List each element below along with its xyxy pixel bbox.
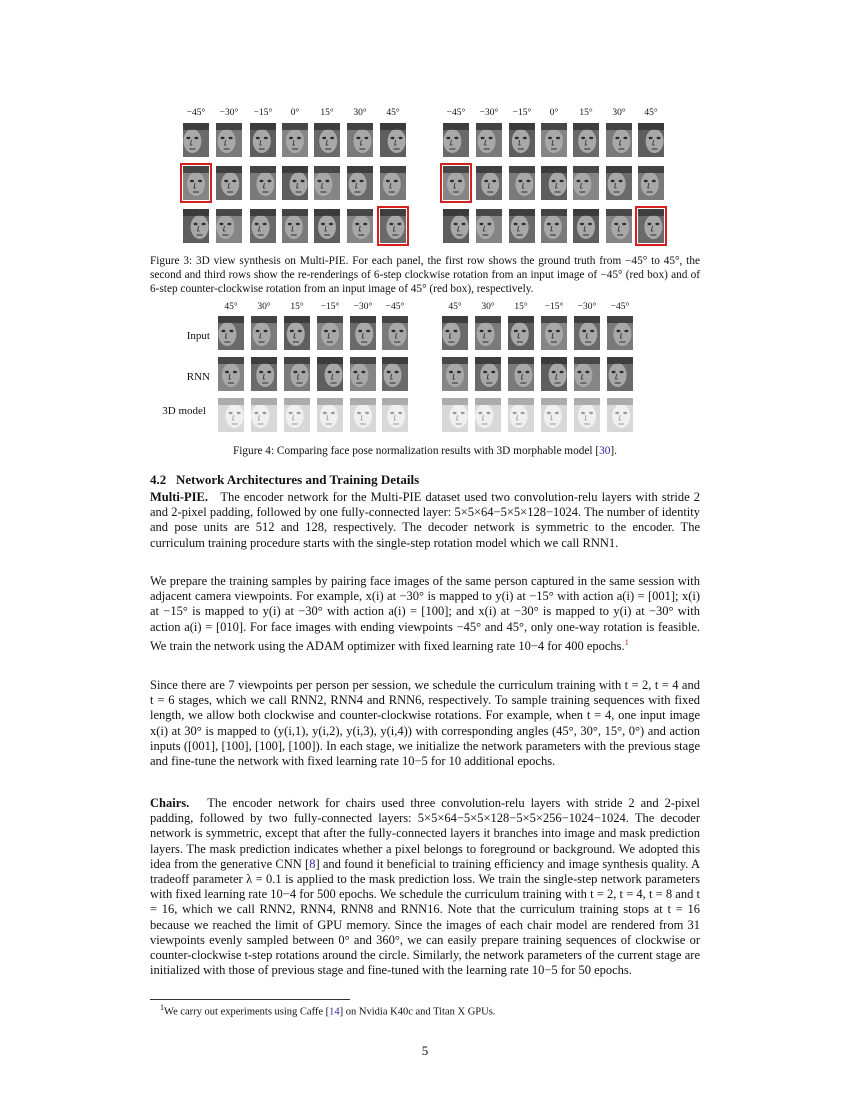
fig4-right-face-image [607,398,633,432]
footnote-text-end: ] on Nvidia K40c and Titan X GPUs. [339,1006,496,1018]
paragraph-body: The encoder network for the Multi-PIE dataset used two convolution-relu layers with stride 2 and 2-pixel padding, followed by one fully-connected layer: 5×5×64−5×5×128−1024. The number of identity and pose units are 512 and 128, respectively. The decoder network is symmetric to the encoder. The curriculum training procedure starts with the single-step rotation model which we call RNN1. [150,490,700,550]
paragraph-body-cont: ] and found it beneficial to training efficiency and image synthesis quality. A tradeoff parameter λ = 0.1 is applied to the mask prediction loss. We train the single-step network parameters with fixed learning rate 10−4 for 500 epochs. We schedule the curriculum training with t = 2, t = 4, t = 8 and t = 16, which we call RNN2, RNN4, RNN8 and RNN16. Note that the curriculum training stops at t = 16 because we reached the limit of GPU memory. Since the images of each chair model are rendered from 31 viewpoints evenly sampled between 0° and 360°, we can easily prepare training sequences of clockwise or counter-clockwise t-step rotations around the circle. Similarly, the network parameters of the current stage are initialized with those of previous stage and fine-tuned with the learning rate 10−5 for 50 epochs. [150,856,700,978]
fig4-left-pose-label: 45° [224,302,238,312]
section-heading: 4.2 Network Architectures and Training Details [150,472,420,487]
paragraph-body: We prepare the training samples by pairing face images of the same person captured in the same session with adjacent camera viewpoints. For example, x(i) at −30° is mapped to y(i) at −15° with action a(i) = [001]; x(i) at −15° is mapped to y(i) at −30° with action a(i) = [100]; and x(i) at −30° is mapped to y(i) at −30° with action a(i) = [010]. For face images with ending viewpoints −45° and 45°, only one-way rotation is feasible. We train the network using the ADAM optimizer with fixed learning rate 10−4 for 400 epochs. [150,574,700,653]
fig4-left-face-image [350,357,376,391]
fig3-left-pose-label: 0° [290,108,300,118]
footnote-number: 1 [160,1003,164,1012]
fig4-left-face-image [218,316,244,350]
figure-4 [0,0,850,470]
paragraph-body: Since there are 7 viewpoints per person per session, we schedule the curriculum training with t = 2, t = 4 and t = 6 stages, which we call RNN2, RNN4 and RNN6, respectively. To sample training sequences with fixed length, we allow both clockwise and counter-clockwise rotations. For example, when t = 4, one input image x(i) at 30° is mapped to (y(i,1), y(i,2), y(i,3), y(i,4)) with corresponding angles (45°, 30°, 15°, 0°) and action inputs ([001], [100], [100], [100]). In each stage, we initialize the network parameters with the previous stage and fine-tune the network with fixed learning rate 10−5 for 10 additional epochs. [150,678,700,769]
fig3-right-pose-label: −45° [446,108,466,118]
fig4-right-pose-label: −30° [577,302,597,312]
fig4-left-face-image [251,398,277,432]
fig4-right-face-image [442,398,468,432]
fig4-right-pose-label: 15° [514,302,528,312]
fig4-left-pose-label: −45° [385,302,405,312]
fig4-right-face-image [541,398,567,432]
fig4-left-face-image [350,316,376,350]
fig4-right-face-image [442,316,468,350]
fig4-left-face-image [382,398,408,432]
fig4-left-pose-label: 15° [290,302,304,312]
page-number: 5 [421,1043,429,1058]
paragraph-pairing [150,574,700,654]
fig3-left-pose-label: −15° [253,108,273,118]
figure-4-caption [0,445,850,457]
paragraph-lead: Chairs. [150,796,190,810]
fig4-right-face-image [508,398,534,432]
fig4-left-face-image [317,398,343,432]
fig4-right-face-image [508,357,534,391]
fig4-right-face-image [607,357,633,391]
fig4-left-face-image [251,316,277,350]
fig4-left-face-image [218,398,244,432]
fig4-right-face-image [475,398,501,432]
citation-link[interactable]: 8 [309,856,316,871]
fig3-right-pose-label: −15° [512,108,532,118]
fig4-left-face-image [284,316,310,350]
fig3-left-pose-label: 30° [353,108,367,118]
fig3-right-pose-label: −30° [479,108,499,118]
fig4-right-face-image [508,316,534,350]
footnote-text: We carry out experiments using Caffe [ [164,1006,330,1018]
fig4-right-face-image [541,357,567,391]
fig4-left-face-image [382,316,408,350]
fig4-left-face-image [218,357,244,391]
fig4-right-face-image [574,357,600,391]
footnote-rule [150,999,350,1000]
fig4-right-face-image [475,316,501,350]
paragraph-lead: Multi-PIE. [150,490,208,504]
paragraph-multipie [150,490,700,551]
fig4-left-pose-label: −30° [353,302,373,312]
caption-end: ]. [610,445,617,457]
fig4-right-face-image [574,316,600,350]
row-label-3d-model: 3D model [162,405,206,417]
fig4-left-face-image [317,357,343,391]
fig3-right-pose-label: 45° [644,108,658,118]
fig4-left-face-image [251,357,277,391]
fig4-left-face-image [284,398,310,432]
row-label-rnn: RNN [186,371,210,383]
fig3-right-pose-label: 30° [612,108,626,118]
fig4-right-face-image [607,316,633,350]
citation-link[interactable]: 14 [329,1006,340,1018]
figure-3-caption: Figure 3: 3D view synthesis on Multi-PIE. For each panel, the first row shows the ground truth from −45° to 45°, the second and third rows show the re-renderings of 6-step clockwise rotation from an input image of −45° (red box) and of 6-step counter-clockwise rotation from an input image of 45° (red box), respectively. [150,255,700,295]
citation-link[interactable]: 30 [599,445,611,457]
fig3-left-pose-label: −45° [186,108,206,118]
footnote [160,1003,495,1018]
fig3-left-pose-label: 15° [320,108,334,118]
fig4-right-pose-label: 45° [448,302,462,312]
fig4-right-pose-label: −45° [610,302,630,312]
fig4-left-pose-label: −15° [320,302,340,312]
fig4-left-face-image [350,398,376,432]
footnote-mark[interactable]: 1 [624,637,629,647]
fig4-left-pose-label: 30° [257,302,271,312]
fig3-left-pose-label: 45° [386,108,400,118]
fig3-right-pose-label: 15° [579,108,593,118]
fig4-right-face-image [442,357,468,391]
fig4-left-face-image [317,316,343,350]
caption-text: Figure 4: Comparing face pose normalization results with 3D morphable model [ [232,445,600,457]
paragraph-curriculum [150,678,700,769]
paragraph-chairs [150,796,700,978]
fig4-left-face-image [382,357,408,391]
row-label-input: Input [186,330,210,342]
fig3-left-pose-label: −30° [219,108,239,118]
fig4-left-face-image [284,357,310,391]
fig4-right-face-image [541,316,567,350]
fig4-right-face-image [475,357,501,391]
fig4-right-pose-label: −15° [544,302,564,312]
fig4-right-pose-label: 30° [481,302,495,312]
fig4-right-face-image [574,398,600,432]
fig3-right-pose-label: 0° [549,108,559,118]
paragraph-body: The encoder network for chairs used three convolution-relu layers with stride 2 and 2-pixel padding, followed by two fully-connected layers: 5×5×64−5×5×128−5×5×256−1024−1024. The decoder network is symmetric, except that after the fully-connected layers it branches into image and mask prediction layers. The mask prediction indicates whether a pixel belongs to foreground or background. We adopted this idea from the generative CNN [ [150,796,701,871]
